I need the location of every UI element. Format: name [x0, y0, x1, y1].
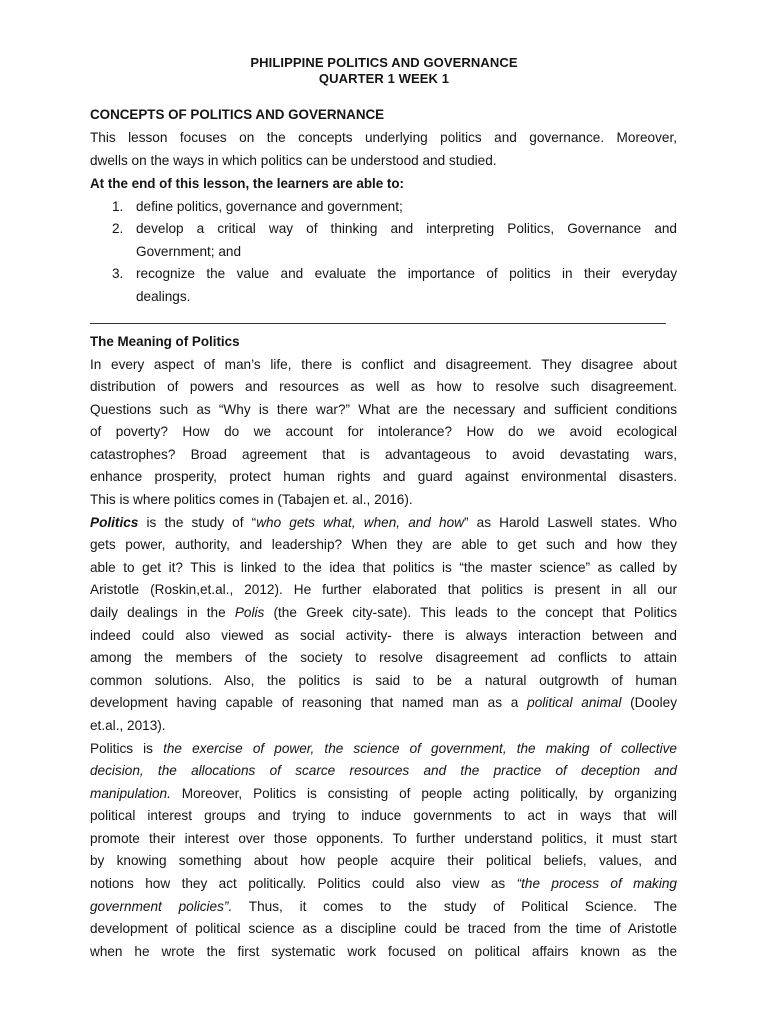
term-politics: Politics	[90, 515, 139, 530]
paragraph-line: able to get it? This is linked to the idea that politics is “the master science” as called by	[90, 560, 677, 575]
paragraph-line: of poverty? How do we account for intolerance? How do we avoid ecological	[90, 424, 677, 439]
document-title: PHILIPPINE POLITICS AND GOVERNANCE	[250, 55, 518, 70]
paragraph-line: Politics is the exercise of power, the science of government, the making of collective	[90, 741, 677, 756]
paragraph-line: by knowing something about how people acquire their political beliefs, values, and	[90, 853, 677, 868]
paragraph-line: et.al., 2013).	[90, 718, 166, 733]
paragraph-line: daily dealings in the Polis (the Greek city-sate). This leads to the concept that Politics	[90, 605, 677, 620]
paragraph-line: distribution of powers and resources as well as how to resolve such disagreement.	[90, 379, 677, 394]
section-heading: CONCEPTS OF POLITICS AND GOVERNANCE	[90, 107, 385, 122]
paragraph-line: government policies”. Thus, it comes to the study of Political Science. The	[90, 899, 678, 914]
paragraph-line: Questions such as “Why is there war?” What are the necessary and sufficient conditions	[90, 402, 677, 417]
paragraph-line: Aristotle (Roskin,et.al., 2012). He further elaborated that politics is present in all our	[90, 582, 677, 597]
paragraph-line: In every aspect of man’s life, there is conflict and disagreement. They disagree about	[90, 357, 677, 372]
paragraph-line: among the members of the society to resolve disagreement ad conflicts to attain	[90, 650, 677, 665]
intro-line: dwells on the ways in which politics can be understood and studied.	[90, 153, 497, 168]
paragraph-line: manipulation. Moreover, Politics is consisting of people acting politically, by organizing	[90, 786, 677, 801]
paragraph-line: decision, the allocations of scarce resources and the practice of deception and	[90, 763, 677, 778]
objective-number: 3.	[112, 266, 124, 281]
meaning-heading: The Meaning of Politics	[90, 334, 240, 349]
paragraph-line: This is where politics comes in (Tabajen et. al., 2016).	[90, 492, 413, 507]
paragraph-line: notions how they act politically. Politics could also view as “the process of making	[90, 876, 677, 891]
section-divider	[90, 323, 666, 324]
intro-line: This lesson focuses on the concepts underlying politics and governance. Moreover,	[90, 130, 677, 145]
objective-item-continuation: Government; and	[136, 244, 242, 259]
paragraph-line: indeed could also viewed as social activity- there is always interaction between and	[90, 628, 677, 643]
paragraph-line: gets power, authority, and leadership? When they are able to get such and how they	[90, 537, 677, 552]
objective-item: develop a critical way of thinking and interpreting Politics, Governance and	[136, 221, 677, 236]
paragraph-line: catastrophes? Broad agreement that is advantageous to avoid devastating wars,	[90, 447, 677, 462]
objectives-heading: At the end of this lesson, the learners are able to:	[90, 176, 405, 191]
paragraph-line: when he wrote the first systematic work focused on political affairs known as the	[90, 944, 677, 959]
paragraph-line: development having capable of reasoning that named man as a political animal (Dooley	[90, 695, 678, 710]
paragraph-line: promote their interest over those opponents. To further understand politics, it must start	[90, 831, 677, 846]
document-subtitle: QUARTER 1 WEEK 1	[318, 71, 450, 86]
objective-item: recognize the value and evaluate the importance of politics in their everyday	[136, 266, 677, 281]
objective-item: define politics, governance and government;	[136, 199, 403, 214]
objective-number: 1.	[112, 199, 124, 214]
paragraph-line: common solutions. Also, the politics is said to be a natural outgrowth of human	[90, 673, 677, 688]
paragraph-line: enhance prosperity, protect human rights and guard against environmental disasters.	[90, 469, 677, 484]
paragraph-line: political interest groups and trying to induce governments to act in ways that will	[90, 808, 677, 823]
paragraph-line: development of political science as a discipline could be traced from the time of Aristotle	[90, 921, 677, 936]
objective-number: 2.	[112, 221, 124, 236]
paragraph-line: Politics is the study of “who gets what, when, and how” as Harold Laswell states. Who	[90, 515, 677, 530]
objective-item-continuation: dealings.	[136, 289, 191, 304]
